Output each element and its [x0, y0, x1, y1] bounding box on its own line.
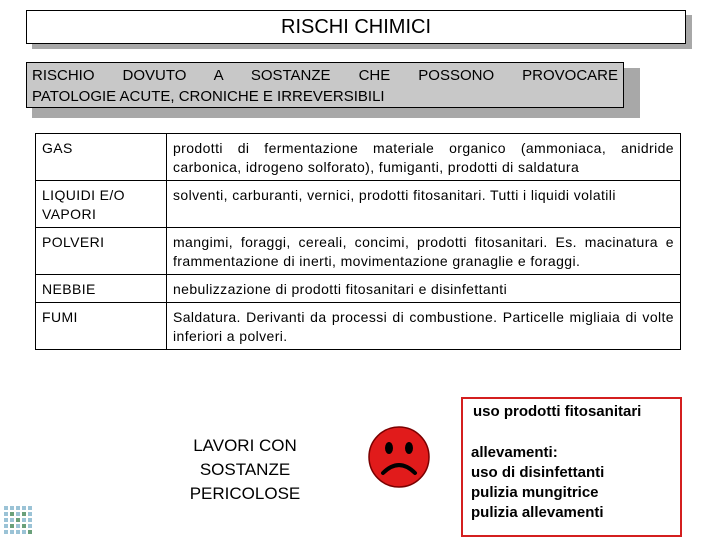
hazardous-work-line-3: PERICOLOSE	[189, 484, 301, 503]
hazardous-work-line-1: LAVORI CON	[193, 436, 297, 455]
table-row	[36, 228, 681, 275]
table-row	[36, 275, 681, 303]
pesticide-line-4: pulizia allevamenti	[471, 504, 604, 521]
risk-table	[35, 133, 681, 350]
hazardous-work-label	[165, 434, 325, 506]
hazardous-work-line-2: SOSTANZE	[199, 460, 291, 479]
row-value: nebulizzazione di prodotti fitosanitari e disinfettanti	[167, 275, 681, 303]
pesticide-line-1: allevamenti:	[471, 444, 558, 461]
row-key: GAS	[36, 134, 167, 181]
subtitle-box	[26, 62, 624, 108]
pesticide-line-2: uso di disinfettanti	[471, 464, 605, 481]
row-value: mangimi, foraggi, cereali, concimi, prodotti fitosanitari. Es. macinatura e frammentazione di inerti, movimentazione granaglie e foraggi.	[167, 228, 681, 275]
pesticide-use-box	[461, 397, 682, 537]
table-row	[36, 134, 681, 181]
subtitle-line-1: RISCHIO DOVUTO A SOSTANZE CHE POSSONO PROVOCARE	[32, 67, 618, 84]
row-key: NEBBIE	[36, 275, 167, 303]
page-title	[26, 10, 686, 44]
sad-face-icon	[367, 425, 431, 489]
row-value: prodotti di fermentazione materiale organico (ammoniaca, anidride carbonica, idrogeno solforato), fumiganti, prodotti di saldatura	[167, 134, 681, 181]
pesticide-line-3: pulizia mungitrice	[471, 484, 599, 501]
row-value: solventi, carburanti, vernici, prodotti fitosanitari. Tutti i liquidi volatili	[167, 181, 681, 228]
page-title-text: RISCHI CHIMICI	[281, 15, 431, 38]
table-row	[36, 303, 681, 350]
row-key: FUMI	[36, 303, 167, 350]
row-key: LIQUIDI E/O VAPORI	[36, 181, 167, 228]
row-key: POLVERI	[36, 228, 167, 275]
pesticide-box-title: uso prodotti fitosanitari	[473, 403, 642, 420]
subtitle-line-2: PATOLOGIE ACUTE, CRONICHE E IRREVERSIBILI	[32, 88, 385, 105]
decorative-dot-grid-icon	[0, 500, 40, 540]
table-row	[36, 181, 681, 228]
pesticide-box-list	[471, 443, 604, 523]
row-value: Saldatura. Derivanti da processi di combustione. Particelle migliaia di volte inferiori a polveri.	[167, 303, 681, 350]
